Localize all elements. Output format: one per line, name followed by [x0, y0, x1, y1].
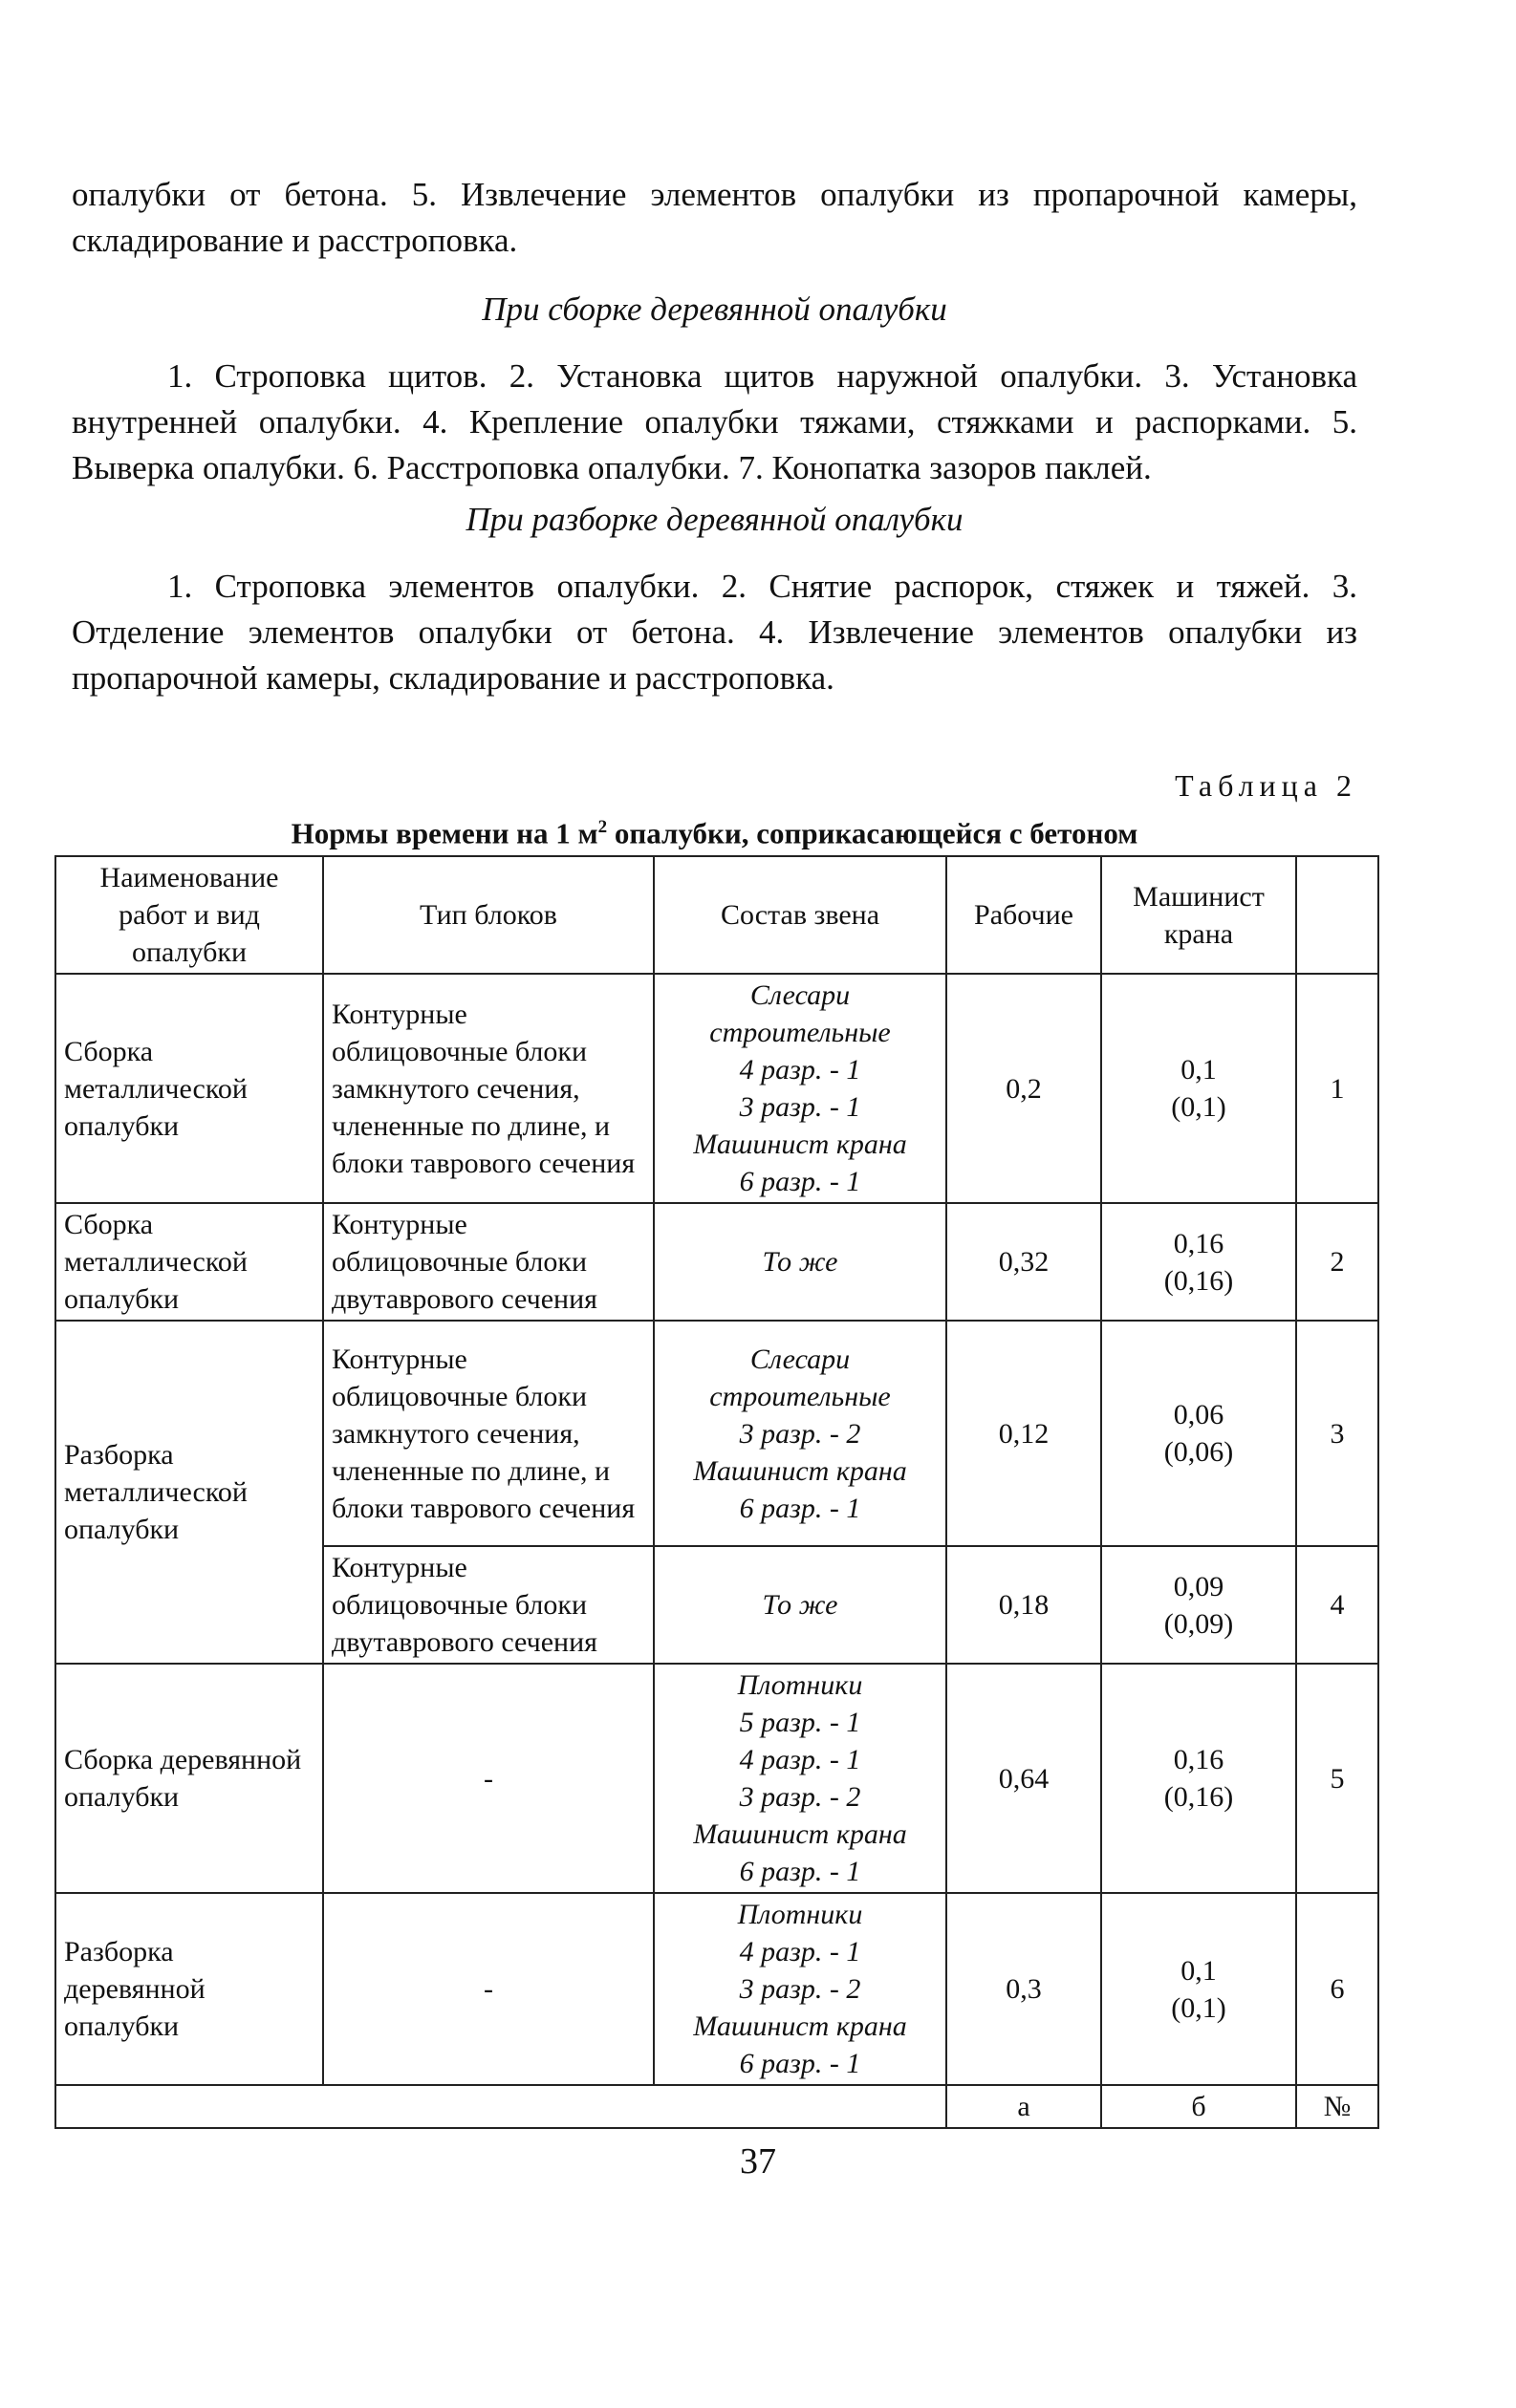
cell-crew — [654, 1893, 946, 2085]
crane-value: 0,06 — [1173, 1399, 1224, 1430]
crew-line: 3 разр. - 2 — [739, 1417, 861, 1450]
crew-line: То же — [762, 1589, 838, 1621]
crew-line: Машинист крана — [693, 1129, 907, 1160]
cell-work: Сборка металлической опалубки — [55, 974, 323, 1203]
crane-value-paren: (0,1) — [1171, 1991, 1226, 2024]
crew-line: 6 разр. - 1 — [739, 1856, 861, 1887]
crew-line: строительные — [709, 1017, 891, 1048]
header-workers: Рабочие — [946, 856, 1101, 974]
crane-value: 0,1 — [1180, 1954, 1217, 1987]
cell-work: Разборка металлической опалубки — [55, 1321, 323, 1664]
crew-line: Слесари — [749, 979, 851, 1011]
table-title-post: опалубки, соприкасающейся с бетоном — [607, 816, 1138, 850]
crew-line: строительные — [709, 1380, 891, 1412]
cell-num: 5 — [1296, 1664, 1378, 1893]
crew-line: Машинист крана — [693, 1818, 907, 1850]
footer-col-num: № — [1296, 2085, 1378, 2128]
crew-line: 3 разр. - 2 — [739, 1781, 861, 1813]
table-row — [55, 1893, 1378, 2085]
cell-crew — [654, 1203, 946, 1321]
cell-crew — [654, 1664, 946, 1893]
crane-value: 0,16 — [1173, 1227, 1224, 1259]
table-row — [55, 1203, 1378, 1321]
crew-line: 6 разр. - 1 — [739, 1166, 861, 1197]
crew-line: Машинист крана — [693, 1454, 907, 1487]
cell-num: 2 — [1296, 1203, 1378, 1321]
cell-workers: 0,32 — [946, 1203, 1101, 1321]
crew-line: 6 разр. - 1 — [739, 2048, 861, 2079]
cell-workers: 0,3 — [946, 1893, 1101, 2085]
header-blocks: Тип блоков — [323, 856, 654, 974]
crew-line: 4 разр. - 1 — [739, 1936, 861, 1967]
table-footer-row — [55, 2085, 1378, 2128]
crane-value: 0,1 — [1180, 1054, 1217, 1086]
paragraph-3: 1. Строповка элементов опалубки. 2. Снятие распорок, стяжек и тяжей. 3. Отделение элементов опалубки от бетона. 4. Извлечение элементов опалубки из пропарочной камеры, складирование и расстроповка. — [72, 568, 1357, 697]
table-title — [72, 808, 1357, 852]
table-row — [55, 974, 1378, 1203]
cell-workers: 0,18 — [946, 1546, 1101, 1664]
cell-crew — [654, 1546, 946, 1664]
cell-crane — [1101, 1321, 1296, 1546]
subheading-wood-assembly: При сборке деревянной опалубки — [482, 290, 947, 328]
cell-num: 1 — [1296, 974, 1378, 1203]
cell-crane — [1101, 1546, 1296, 1664]
crane-value-paren: (0,1) — [1171, 1091, 1226, 1123]
cell-num: 4 — [1296, 1546, 1378, 1664]
header-num — [1296, 856, 1378, 974]
paragraph-1: опалубки от бетона. 5. Извлечение элементов опалубки из пропарочной камеры, складирование и расстроповка. — [72, 176, 1357, 259]
table-header-row — [55, 856, 1378, 974]
crew-line: 5 разр. - 1 — [739, 1707, 861, 1738]
table-title-pre: Нормы времени на 1 м — [291, 816, 598, 850]
crane-value: 0,09 — [1173, 1570, 1224, 1602]
crane-value-paren: (0,06) — [1163, 1436, 1234, 1468]
cell-blocks: Контурные облицовочные блоки двутаврового сечения — [323, 1203, 654, 1321]
header-crane: Машинист крана — [1101, 856, 1296, 974]
crane-value: 0,16 — [1173, 1744, 1224, 1775]
crew-line: 3 разр. - 2 — [739, 1973, 861, 2005]
cell-blocks: Контурные облицовочные блоки двутаврового сечения — [323, 1546, 654, 1664]
crew-line: То же — [762, 1246, 838, 1278]
cell-blocks: - — [323, 1893, 654, 2085]
paragraph-2: 1. Строповка щитов. 2. Установка щитов наружной опалубки. 3. Установка внутренней опалубки. 4. Крепление опалубки тяжами, стяжками и распорками. 5. Выверка опалубки. 6. Расстроповка опалубки. 7. Конопатка зазоров паклей. — [72, 357, 1357, 486]
crane-value-paren: (0,09) — [1163, 1607, 1234, 1640]
cell-blocks: Контурные облицовочные блоки замкнутого сечения, члененные по длине, и блоки таврового сечения — [323, 1321, 654, 1546]
page-number: 37 — [740, 2141, 776, 2182]
crane-value-paren: (0,16) — [1163, 1264, 1234, 1297]
footer-col-b: б — [1101, 2085, 1296, 2128]
cell-blocks: - — [323, 1664, 654, 1893]
cell-num: 3 — [1296, 1321, 1378, 1546]
crew-line: Машинист крана — [693, 2010, 907, 2042]
cell-num: 6 — [1296, 1893, 1378, 2085]
crew-line: 4 разр. - 1 — [739, 1054, 861, 1086]
cell-crane — [1101, 1893, 1296, 2085]
cell-work: Разборка деревянной опалубки — [55, 1893, 323, 2085]
header-work: Наименование работ и вид опалубки — [55, 856, 323, 974]
cell-crane — [1101, 1664, 1296, 1893]
subheading-wood-disassembly: При разборке деревянной опалубки — [466, 501, 964, 538]
page-body — [72, 172, 1357, 862]
crane-value-paren: (0,16) — [1163, 1781, 1234, 1813]
crew-line: Плотники — [737, 1899, 863, 1930]
cell-work: Сборка металлической опалубки — [55, 1203, 323, 1321]
footer-col-a: а — [946, 2085, 1101, 2128]
cell-workers: 0,64 — [946, 1664, 1101, 1893]
crew-line: 4 разр. - 1 — [739, 1744, 861, 1775]
cell-work: Сборка деревянной опалубки — [55, 1664, 323, 1893]
cell-workers: 0,2 — [946, 974, 1101, 1203]
cell-crew — [654, 1321, 946, 1546]
table-title-sup: 2 — [597, 817, 608, 837]
cell-workers: 0,12 — [946, 1321, 1101, 1546]
crew-line: Слесари — [749, 1343, 851, 1375]
table-row — [55, 1664, 1378, 1893]
table-label: Таблица 2 — [1175, 768, 1357, 803]
crew-line: Плотники — [737, 1669, 863, 1701]
cell-blocks: Контурные облицовочные блоки замкнутого сечения, члененные по длине, и блоки таврового сечения — [323, 974, 654, 1203]
norms-table — [54, 855, 1379, 2129]
table-row — [55, 1321, 1378, 1546]
crew-line: 6 разр. - 1 — [739, 1492, 861, 1524]
header-crew: Состав звена — [654, 856, 946, 974]
cell-crane — [1101, 974, 1296, 1203]
crew-line: 3 разр. - 1 — [739, 1091, 861, 1123]
cell-crew — [654, 974, 946, 1203]
footer-empty — [55, 2085, 946, 2128]
cell-crane — [1101, 1203, 1296, 1321]
